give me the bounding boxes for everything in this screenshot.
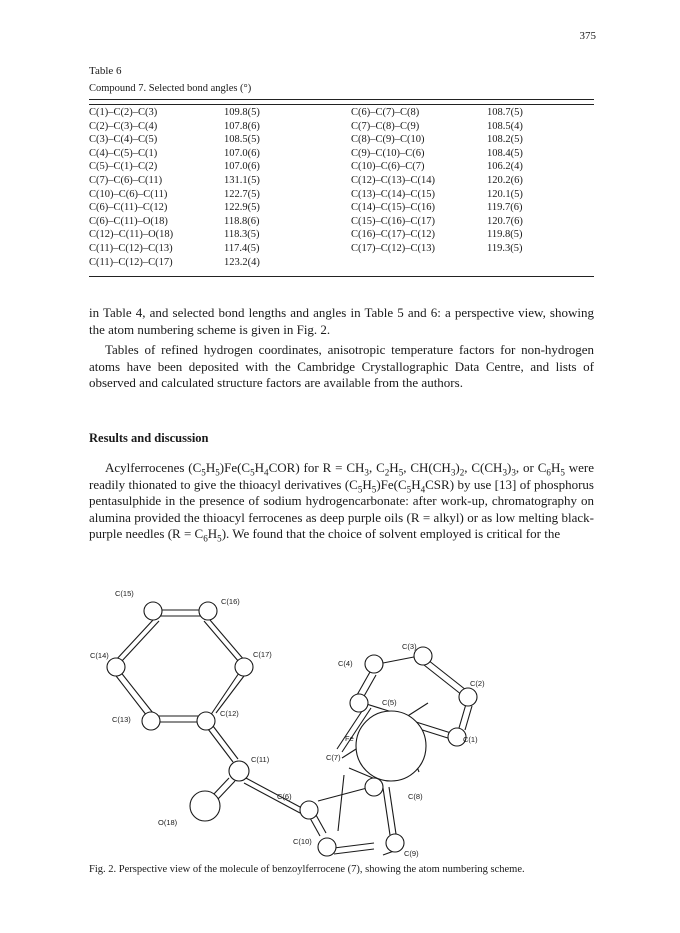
table-caption: Compound 7. Selected bond angles (°) (89, 83, 252, 94)
atom-label-c14: C(14) (90, 651, 109, 660)
table-row: C(6)–C(11)–O(18) 118.8(6) C(15)–C(16)–C(17) 120.7(6) (89, 215, 523, 227)
atom-label-c6: C(6) (277, 792, 292, 801)
atom-label-c16: C(16) (221, 597, 240, 606)
paragraph-3: Acylferrocenes $(C_5H_5)Fe(C_5H_4COR)$ for $R = CH_3$, $C_2H_5$, $CH(CH_3)_2$, $C(CH_3)_3$, or $C_6H_5$ were readily thionated to give the thioacyl derivatives $(C_5H_5)Fe(C_5H_4CSR)$ by use [13] of phosphorus pentasulphide in the presence of sodium hydrogencarbonate: after work-up, chromatography on alumina provided the thioacyl ferrocenes as deep purple oils (R = alkyl) or as low melting black-purple needles $(R = C_6H_5)$. We found that the choice of solvent employed is critical for the (89, 460, 595, 544)
table-row: C(2)–C(3)–C(4) 107.8(6) C(7)–C(8)–C(9) 108.5(4) (89, 120, 523, 132)
table-row: C(12)–C(11)–O(18) 118.3(5) C(16)–C(17)–C(12) 119.8(5) (89, 229, 523, 241)
atom-label-c15: C(15) (115, 589, 134, 598)
atom-label-c2: C(2) (470, 679, 485, 688)
page-number: 375 (579, 30, 596, 42)
atom-label-c10: C(10) (293, 837, 312, 846)
atom-label-c5: C(5) (382, 698, 397, 707)
paragraph-1: in Table 4, and selected bond lengths and angles in Table 5 and 6: a perspective view, showing the atom numbering scheme is given in Fig. 2. (89, 305, 594, 337)
table-row: C(5)–C(1)–C(2) 107.0(6) C(10)–C(6)–C(7) 106.2(4) (89, 161, 523, 173)
atom-label-o18: O(18) (158, 818, 178, 827)
table-row: C(1)–C(2)–C(3) 109.8(5) C(6)–C(7)–C(8) 108.7(5) (89, 107, 523, 118)
atom-label-fe: Fe (345, 734, 354, 743)
atom-label-c3: C(3) (402, 642, 417, 651)
atom-label-c4: C(4) (338, 659, 353, 668)
table-row: C(11)–C(12)–C(17) 123.2(4) (89, 256, 260, 268)
table-row: C(11)–C(12)–C(13) 117.4(5) C(17)–C(12)–C(13) 119.3(5) (89, 242, 523, 254)
figure-caption: Fig. 2. Perspective view of the molecule of benzoylferrocene (7), showing the atom numbering scheme. (89, 864, 525, 875)
atom-label-c1: C(1) (463, 735, 478, 744)
section-heading: Results and discussion (89, 431, 209, 445)
table-row: C(3)–C(4)–C(5) 108.5(5) C(8)–C(9)–C(10) 108.2(5) (89, 134, 523, 146)
table-row: C(4)–C(5)–C(1) 107.0(6) C(9)–C(10)–C(6) 108.4(5) (89, 147, 523, 159)
table-row: C(10)–C(6)–C(11) 122.7(5) C(13)–C(14)–C(15) 120.1(5) (89, 188, 523, 200)
table-row: C(6)–C(11)–C(12) 122.9(5) C(14)–C(15)–C(16) 119.7(6) (89, 202, 523, 214)
table-label: Table 6 (89, 65, 122, 77)
atom-label-c9: C(9) (404, 849, 419, 858)
atom-label-c11: C(11) (251, 755, 270, 764)
atom-label-c12: C(12) (220, 709, 239, 718)
atom-label-c17: C(17) (253, 650, 272, 659)
table-row: C(7)–C(6)–C(11) 131.1(5) C(12)–C(13)–C(14) 120.2(6) (89, 174, 523, 186)
atom-label-c7: C(7) (326, 753, 341, 762)
atom-label-c8: C(8) (408, 792, 423, 801)
paragraph-2: Tables of refined hydrogen coordinates, anisotropic temperature factors for non-hydrogen atoms have been deposited with the Cambridge Crystallographic Data Centre, and lists of observed and calculated structure factors are available from the authors. (89, 342, 594, 391)
atom-label-c13: C(13) (112, 715, 131, 724)
